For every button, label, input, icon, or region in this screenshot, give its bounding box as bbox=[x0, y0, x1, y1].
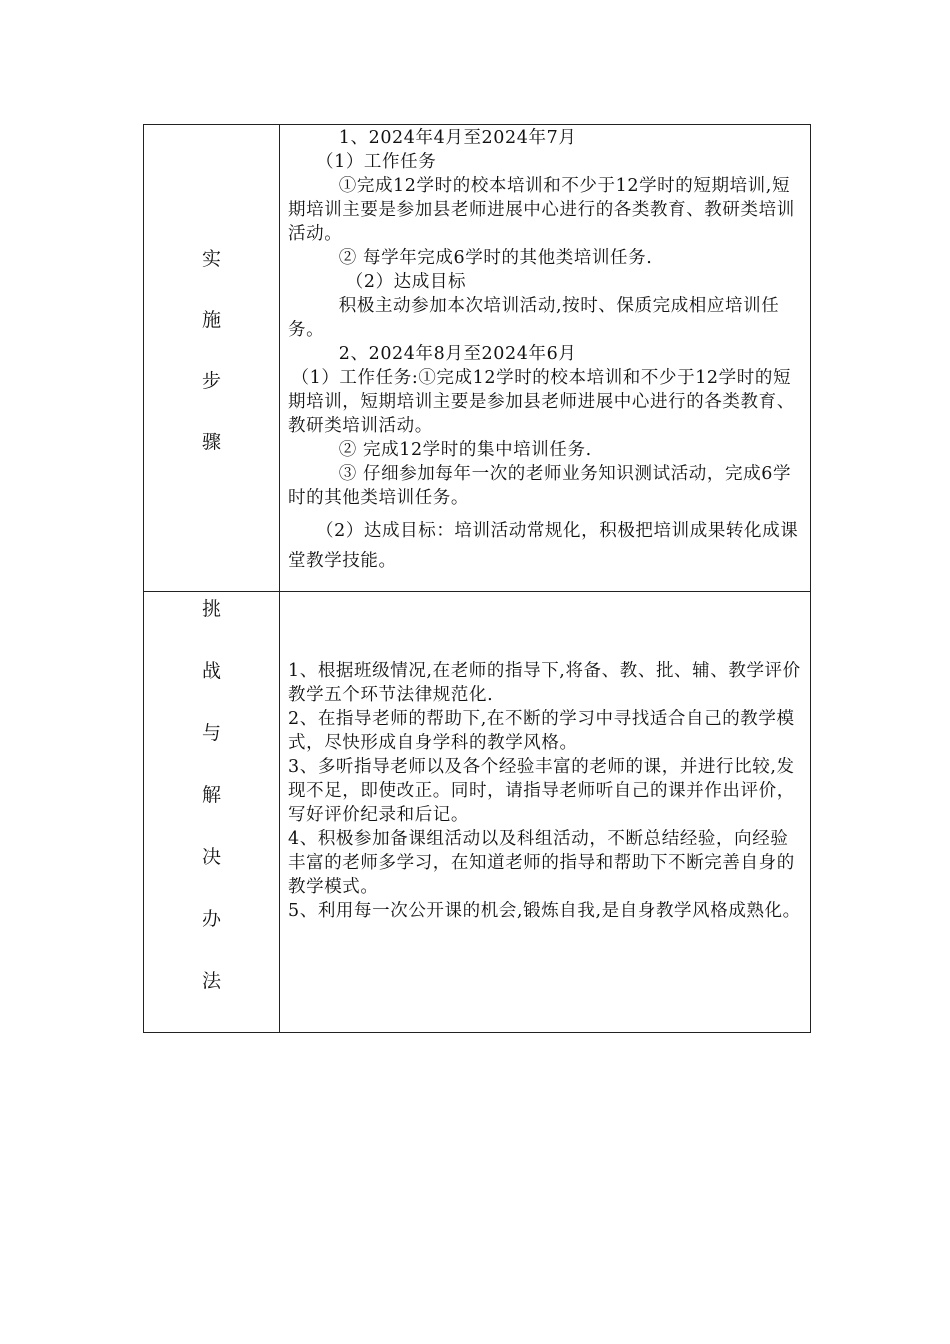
paragraph: 5、利用每一次公开课的机会,锻炼自我,是自身教学风格成熟化。 bbox=[288, 901, 801, 921]
paragraph: ①完成12学时的校本培训和不少于12学时的短期培训,短期培训主要是参加县老师进展中心进行的各类教育、教研类培训活动。 bbox=[288, 176, 795, 244]
row-label-challenges bbox=[144, 592, 279, 1032]
label-cell-challenges bbox=[144, 592, 280, 1033]
row-label-char: 解 bbox=[201, 784, 221, 806]
paragraph: （1）工作任务 bbox=[316, 152, 437, 172]
challenges-solutions-text bbox=[280, 592, 810, 923]
row-label-char: 决 bbox=[201, 846, 221, 868]
plan-table bbox=[143, 124, 811, 1033]
paragraph: 4、积极参加备课组活动以及科组活动，不断总结经验，向经验丰富的老师多学习，在知道老师的指导和帮助下不断完善自身的教学模式。 bbox=[288, 829, 795, 897]
implementation-steps-text bbox=[280, 125, 810, 576]
row-label-char: 施 bbox=[201, 309, 221, 331]
paragraph: 1、根据班级情况,在老师的指导下,将备、教、批、辅、教学评价教学五个环节法律规范化. bbox=[288, 661, 801, 705]
row-label-char: 实 bbox=[201, 248, 221, 270]
paragraph: （2）达成目标：培训活动常规化，积极把培训成果转化成课堂教学技能。 bbox=[288, 521, 799, 571]
label-cell-implementation bbox=[144, 125, 280, 592]
content-cell-implementation bbox=[280, 125, 811, 592]
row-label-char: 战 bbox=[201, 660, 221, 682]
row-label-char: 步 bbox=[201, 370, 221, 392]
table-row-implementation bbox=[144, 125, 811, 592]
row-label-char: 法 bbox=[201, 970, 221, 992]
paragraph: ② 每学年完成6学时的其他类培训任务. bbox=[338, 248, 653, 268]
paragraph: 1、2024年4月至2024年7月 bbox=[338, 128, 577, 148]
paragraph: 2、在指导老师的帮助下,在不断的学习中寻找适合自己的教学模式，尽快形成自身学科的教学风格。 bbox=[288, 709, 795, 753]
row-label-char: 挑 bbox=[201, 598, 221, 620]
paragraph: ② 完成12学时的集中培训任务. bbox=[338, 440, 592, 460]
row-label-implementation bbox=[144, 125, 279, 492]
paragraph: ③ 仔细参加每年一次的老师业务知识测试活动，完成6学时的其他类培训任务。 bbox=[288, 464, 792, 508]
row-label-char: 办 bbox=[201, 908, 221, 930]
content-cell-challenges bbox=[280, 592, 811, 1033]
paragraph: （2）达成目标 bbox=[345, 272, 467, 292]
table-row-challenges bbox=[144, 592, 811, 1033]
row-label-char: 骤 bbox=[201, 431, 221, 453]
row-label-char: 与 bbox=[201, 722, 221, 744]
paragraph: （1）工作任务:①完成12学时的校本培训和不少于12学时的短期培训，短期培训主要是参加县老师进展中心进行的各类教育、教研类培训活动。 bbox=[288, 368, 795, 436]
paragraph: 2、2024年8月至2024年6月 bbox=[338, 344, 577, 364]
paragraph: 积极主动参加本次培训活动,按时、保质完成相应培训任务。 bbox=[288, 296, 780, 340]
paragraph: 3、多听指导老师以及各个经验丰富的老师的课，并进行比较,发现不足，即使改正。同时，请指导老师听自己的课并作出评价，写好评价纪录和后记。 bbox=[288, 757, 795, 825]
